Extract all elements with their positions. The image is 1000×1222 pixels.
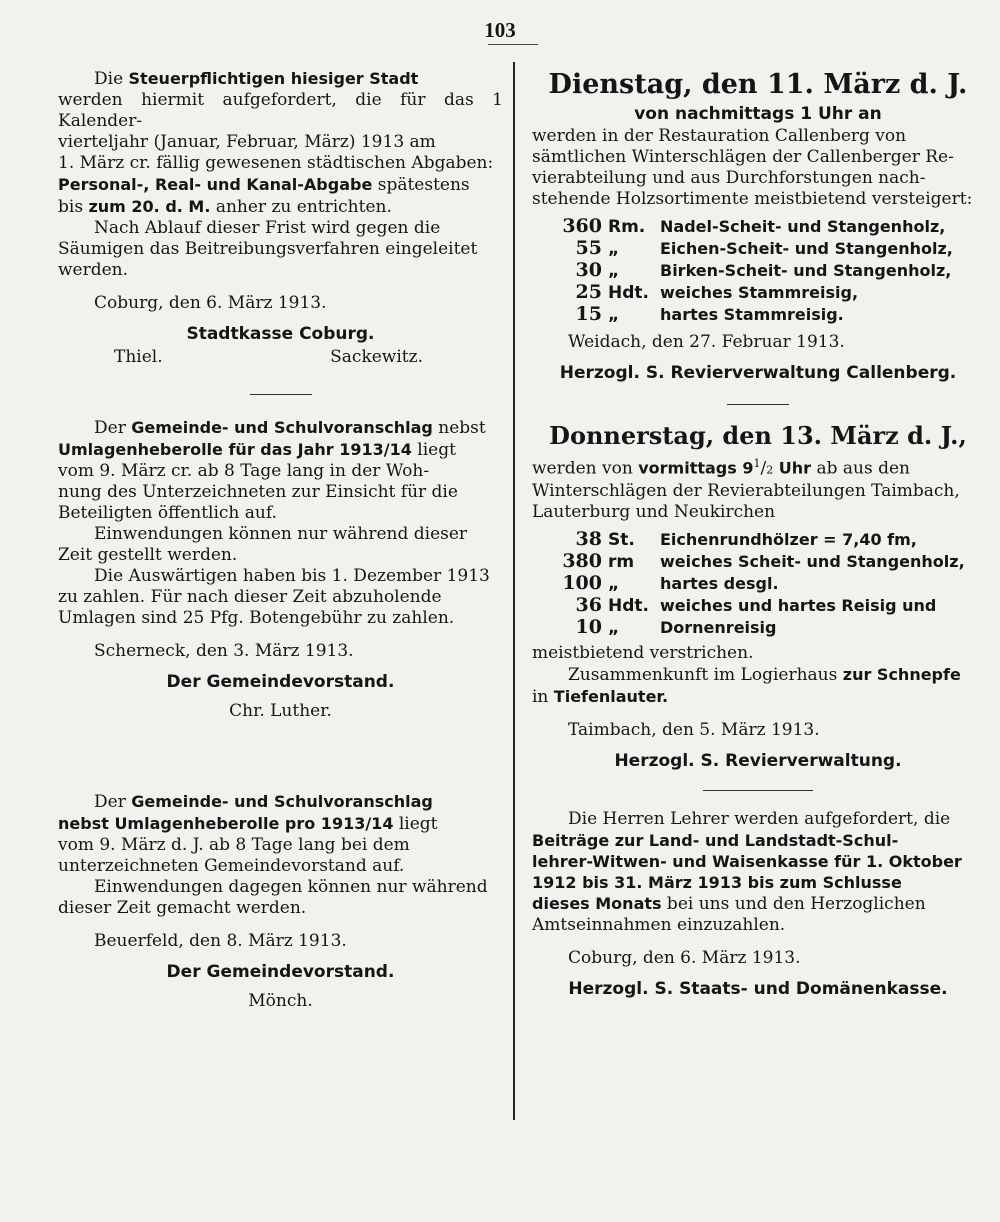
signature-org: Stadtkasse Coburg. bbox=[186, 324, 375, 344]
notice-title: Donnerstag, den 13. März d. J., bbox=[549, 421, 967, 450]
notice-budget-scherneck bbox=[58, 417, 503, 722]
list-item: 36 Hdt. weiches und hartes Reisig und bbox=[575, 593, 937, 616]
text-line: vom 9. März d. J. ab 8 Tage lang bei dem bbox=[58, 835, 410, 855]
text-line: vom 9. März cr. ab 8 Tage lang in der Woh- bbox=[58, 461, 430, 481]
text-line: Zusammenkunft im Logierhaus zur Schnepfe bbox=[568, 664, 961, 685]
text-line: zu zahlen. Für nach dieser Zeit abzuholende bbox=[58, 587, 442, 607]
signature-names bbox=[58, 347, 503, 368]
text-line: Einwendungen können nur während dieser bbox=[94, 524, 468, 544]
signature-org: Der Gemeindevorstand. bbox=[166, 962, 395, 982]
list-item: 100 „ hartes desgl. bbox=[562, 571, 779, 594]
signature-name: Thiel. bbox=[114, 347, 163, 367]
text-line: meistbietend verstrichen. bbox=[532, 642, 754, 663]
place-date: Coburg, den 6. März 1913. bbox=[94, 293, 327, 313]
text-line: stehende Holzsortimente meistbietend versteigert: bbox=[532, 189, 973, 209]
list-item: 38 St. Eichenrundhölzer = 7,40 fm, bbox=[575, 527, 917, 550]
text-line: 1912 bis 31. März 1913 bis zum Schlusse bbox=[532, 872, 902, 892]
text-line: werden hiermit aufgefordert, die für das 1 Kalender- bbox=[58, 90, 503, 131]
list-item: 25 Hdt. weiches Stammreisig, bbox=[575, 281, 859, 303]
text-line: Die Herren Lehrer werden aufgefordert, die bbox=[568, 808, 951, 829]
text-line: Zeit gestellt werden. bbox=[58, 545, 238, 565]
list-item: 380 rm weiches Scheit- und Stangenholz, bbox=[562, 549, 965, 572]
text-line: 1. März cr. fällig gewesenen städtischen Abgaben: bbox=[58, 153, 494, 173]
signature-org: Der Gemeindevorstand. bbox=[166, 672, 395, 692]
text-line: Personal-, Real- und Kanal-Abgabe spätestens bbox=[58, 175, 470, 195]
right-column bbox=[532, 68, 984, 1000]
signature-org: Herzogl. S. Staats- und Domänenkasse. bbox=[568, 978, 948, 999]
text-line: in Tiefenlauter. bbox=[532, 686, 669, 707]
signature-org: Herzogl. S. Revierverwaltung Callenberg. bbox=[559, 363, 957, 383]
text-line: Der Gemeinde- und Schulvoranschlag nebst bbox=[94, 418, 486, 438]
text-line: vierteljahr (Januar, Februar, März) 1913 am bbox=[58, 132, 436, 152]
signature-name: Mönch. bbox=[248, 991, 313, 1011]
page-number: 103 bbox=[484, 18, 516, 42]
separator bbox=[727, 404, 789, 405]
signature-name: Chr. Luther. bbox=[229, 701, 332, 721]
text-line: Die Steuerpflichtigen hiesiger Stadt bbox=[94, 69, 419, 89]
place-date: Weidach, den 27. Februar 1913. bbox=[568, 332, 845, 352]
text-line: Amtseinnahmen einzuzahlen. bbox=[532, 914, 786, 935]
wood-list bbox=[562, 529, 971, 639]
text-line: werden von vormittags $9^1/2$ Uhr ab aus den bbox=[532, 457, 910, 479]
text-line: nung des Unterzeichneten zur Einsicht für die bbox=[58, 482, 458, 502]
place-date: Coburg, den 6. März 1913. bbox=[568, 947, 801, 968]
left-column bbox=[58, 68, 503, 1029]
notice-auction-taimbach bbox=[532, 419, 984, 772]
notice-teacher-fund bbox=[532, 809, 984, 1000]
place-date: Taimbach, den 5. März 1913. bbox=[568, 719, 820, 740]
text-line: Einwendungen dagegen können nur während bbox=[94, 877, 488, 897]
list-item: 10 „ Dornenreisig bbox=[575, 615, 777, 638]
text-line: Beiträge zur Land- und Landstadt-Schul- bbox=[532, 830, 899, 850]
text-line: Winterschlägen der Revierabteilungen Taimbach, bbox=[532, 480, 960, 501]
place-date: Beuerfeld, den 8. März 1913. bbox=[94, 931, 347, 951]
notice-budget-beuerfeld bbox=[58, 791, 503, 1012]
text-line: Umlagenheberolle für das Jahr 1913/14 liegt bbox=[58, 440, 456, 460]
column-divider bbox=[513, 62, 515, 1120]
text-line: Nach Ablauf dieser Frist wird gegen die bbox=[94, 218, 441, 238]
text-line: lehrer-Witwen- und Waisenkasse für 1. Oktober bbox=[532, 851, 962, 871]
text-line: sämtlichen Winterschlägen der Callenberger Re- bbox=[532, 147, 954, 167]
place-date: Scherneck, den 3. März 1913. bbox=[94, 641, 354, 661]
separator bbox=[250, 394, 312, 395]
notice-subtitle: von nachmittags 1 Uhr an bbox=[634, 104, 882, 124]
notice-tax bbox=[58, 68, 503, 368]
text-line: dieses Monats bei uns und den Herzoglichen bbox=[532, 893, 926, 914]
list-item: 30 „ Birken-Scheit- und Stangenholz, bbox=[575, 259, 952, 281]
text-line: bis zum 20. d. M. anher zu entrichten. bbox=[58, 197, 392, 217]
text-line: Der Gemeinde- und Schulvoranschlag bbox=[94, 792, 433, 812]
text-line: werden in der Restauration Callenberg von bbox=[532, 126, 907, 146]
text-line: Beteiligten öffentlich auf. bbox=[58, 503, 277, 523]
header-rule bbox=[488, 44, 538, 45]
list-item: 55 „ Eichen-Scheit- und Stangenholz, bbox=[575, 237, 953, 259]
notice-auction-callenberg bbox=[532, 68, 984, 384]
list-item: 15 „ hartes Stammreisig. bbox=[575, 303, 844, 325]
text-line: Säumigen das Beitreibungsverfahren eingeleitet bbox=[58, 239, 478, 259]
text-line: Umlagen sind 25 Pfg. Botengebühr zu zahlen. bbox=[58, 608, 455, 628]
spacer bbox=[58, 739, 503, 791]
text-line: vierabteilung und aus Durchforstungen nach- bbox=[532, 168, 926, 188]
text-line: dieser Zeit gemacht werden. bbox=[58, 898, 307, 918]
signature-name: Sackewitz. bbox=[330, 347, 423, 367]
wood-list bbox=[562, 216, 959, 326]
separator bbox=[703, 790, 813, 791]
text-line: unterzeichneten Gemeindevorstand auf. bbox=[58, 856, 405, 876]
text-line: werden. bbox=[58, 260, 129, 280]
signature-org: Herzogl. S. Revierverwaltung. bbox=[614, 750, 902, 771]
notice-title: Dienstag, den 11. März d. J. bbox=[548, 69, 968, 100]
text-line: Die Auswärtigen haben bis 1. Dezember 1913 bbox=[94, 566, 490, 586]
text-line: Lauterburg und Neukirchen bbox=[532, 501, 776, 522]
text-line: nebst Umlagenheberolle pro 1913/14 liegt bbox=[58, 814, 438, 834]
list-item: 360 Rm. Nadel-Scheit- und Stangenholz, bbox=[562, 215, 946, 237]
